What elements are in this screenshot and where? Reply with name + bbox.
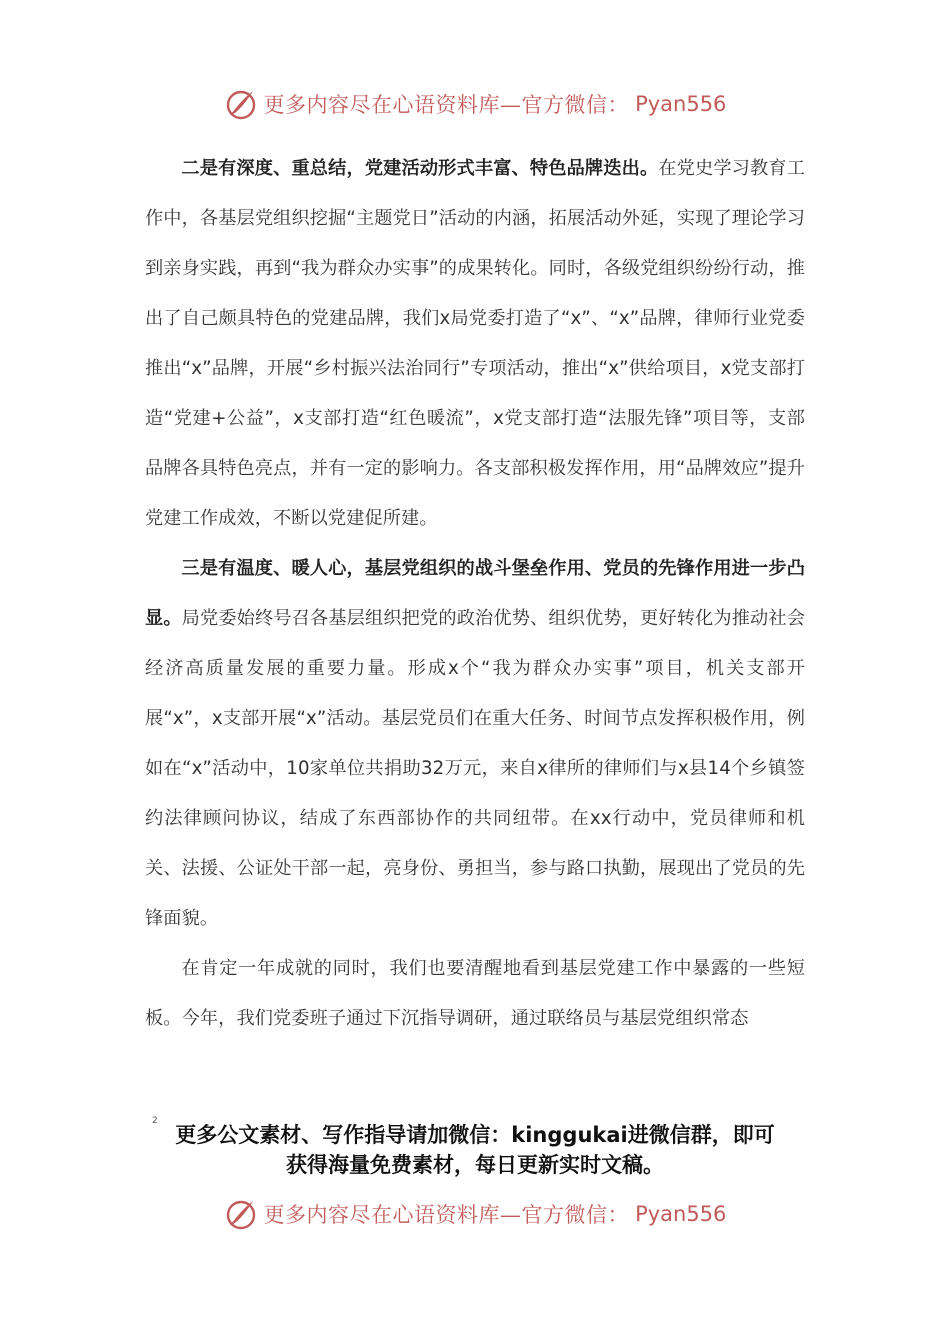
paragraph-4 [145,944,805,1044]
paragraph-3-lead: 三是有温度、暖人心，基层党组织的战斗堡垒作用、党员的先锋作用进一步凸显。 [145,558,805,629]
header-watermark [0,84,950,124]
watermark-text: 更多内容尽在心语资料库—官方微信： [263,93,630,117]
page-marker: 2 [152,1116,158,1126]
watermark-wechat-id: Pyan556 [635,1202,727,1226]
footer-watermark [0,1194,950,1234]
paragraph-4-body: 在肯定一年成就的同时，我们也要清醒地看到基层党建工作中暴露的一些短板。今年，我们党委班子通过下沉指导调研，通过联络员与基层党组织常态 [145,958,805,1029]
footer-line-2: 获得海量免费素材，每日更新实时文稿。 [286,1153,664,1177]
footer-promo [150,1120,800,1180]
paragraph-2-body: 在党史学习教育工作中，各基层党组织挖掘“主题党日”活动的内涵，拓展活动外延，实现了理论学习到亲身实践，再到“我为群众办实事”的成果转化。同时，各级党组织纷纷行动，推出了自己颇具特色的党建品牌，我们x局党委打造了“x”、“x”品牌，律师行业党委推出“x”品牌，开展“乡村振兴法治同行”专项活动，推出“x”供给项目，x党支部打造“党建+公益”，x支部打造“红色暖流”，x党支部打造“法服先锋”项目等，支部品牌各具特色亮点，并有一定的影响力。各支部积极发挥作用，用“品牌效应”提升党建工作成效，不断以党建促所建。 [145,158,805,529]
paragraph-2-lead: 二是有深度、重总结，党建活动形式丰富、特色品牌迭出。 [181,158,659,179]
quill-logo-icon [224,1197,258,1231]
watermark-wechat-id: Pyan556 [635,92,727,116]
paragraph-3 [145,544,805,944]
watermark-text: 更多内容尽在心语资料库—官方微信： [263,1203,630,1227]
document-body [145,144,805,1044]
quill-logo-icon [224,87,258,121]
footer-line-1: 更多公文素材、写作指导请加微信：kinggukai进微信群，即可 [175,1123,775,1147]
paragraph-2 [145,144,805,544]
paragraph-3-body: 局党委始终号召各基层组织把党的政治优势、组织优势，更好转化为推动社会经济高质量发展的重要力量。形成x个“我为群众办实事”项目，机关支部开展“x”，x支部开展“x”活动。基层党员们在重大任务、时间节点发挥积极作用，例如在“x”活动中，10家单位共捐助32万元，来自x律所的律师们与x县14个乡镇签约法律顾问协议，结成了东西部协作的共同纽带。在xx行动中，党员律师和机关、法援、公证处干部一起，亮身份、勇担当，参与路口执勤，展现出了党员的先锋面貌。 [145,608,805,929]
